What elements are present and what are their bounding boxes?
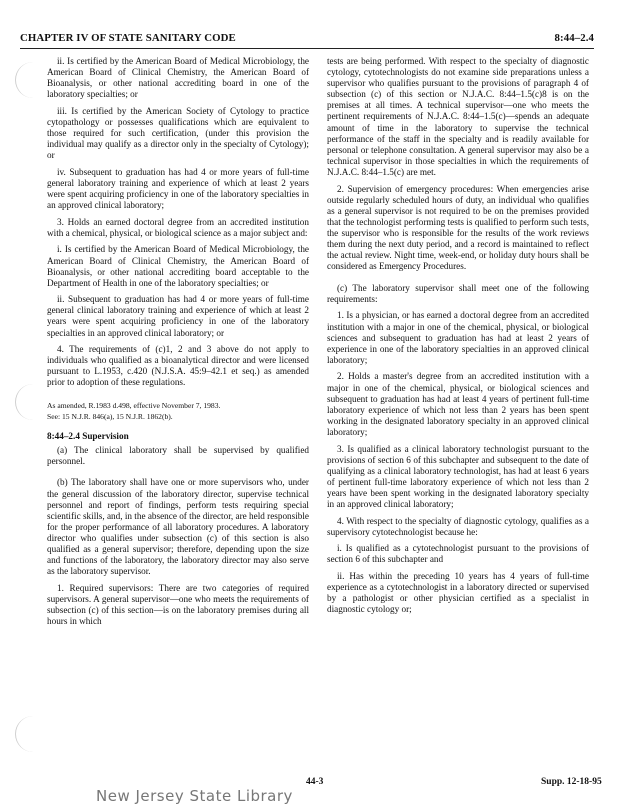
- paragraph: 2. Holds a master's degree from an accredited institution with a major in one of the chemical, physical, or biological sciences and subsequent to graduation has had at least 4 years of pertinent full-time laboratory experience of which not less than 2 years has been spent working in the designated laboratory specialty in an approved clinical laboratory;: [327, 371, 589, 437]
- paragraph: 1. Required supervisors: There are two categories of required supervisors. A general supervisor—one who meets the requirements of subsection (c) of this section—is on the laboratory premises during all hours in which: [47, 582, 309, 627]
- paragraph: iii. Is certified by the American Society of Cytology to practice cytopathology or possesses qualifications which are equivalent to those required for such certification, (under this provision the individual may qualify as a director only in the specialty of Cytology); or: [47, 105, 309, 161]
- section-number: 8:44–2.4: [554, 32, 594, 44]
- section-heading: 8:44–2.4 Supervision: [47, 430, 129, 441]
- binder-hole-mark: [15, 62, 36, 98]
- paragraph: (b) The laboratory shall have one or more supervisors who, under the general discussion of the laboratory director, supervise technical personnel and report of findings, perform tests requiring special scientific skills, and, in the absence of the director, are held responsible for the proper performance of all laboratory procedures. A laboratory director who qualifies under subsection (c) of this section is also qualified as a general supervisor; therefore, depending upon the size and functions of the laboratory, the laboratory director may also serve as the laboratory supervisor.: [47, 477, 309, 577]
- paragraph: i. Is certified by the American Board of Medical Microbiology, the American Board of Clinical Chemistry, the American Board of Bioanalysis, or other national accrediting board acceptable to the Department of Health in one of the laboratory specialties; or: [47, 244, 309, 288]
- paragraph: (a) The clinical laboratory shall be supervised by qualified personnel.: [47, 444, 309, 466]
- paragraph: 4. With respect to the specialty of diagnostic cytology, qualifies as a supervisory cytotechnologist because he:: [327, 515, 589, 537]
- paragraph: ii. Subsequent to graduation has had 4 or more years of full-time general clinical laboratory training and experience of which at least 2 years were spent acquiring proficiency in one of the laboratory specialties in an approved clinical laboratory; or: [47, 294, 309, 338]
- library-watermark: New Jersey State Library: [96, 787, 293, 805]
- supplement-date: Supp. 12-18-95: [541, 777, 602, 787]
- right-column: [327, 56, 589, 621]
- paragraph: (c) The laboratory supervisor shall meet one of the following requirements:: [327, 282, 589, 304]
- amendment-note: As amended, R.1983 d.498, effective November 7, 1983.: [47, 401, 221, 411]
- paragraph: 2. Supervision of emergency procedures: When emergencies arise outside regularly scheduled hours of duty, an individual who qualifies as a general supervisor is not required to be on the premises provided that the technologist performing tests is qualified to perform such tests, the supervisor who is responsible for the results of the work reviews them during the next duty period, and a record is maintained to reflect the actual review. Night time, week-end, or holiday duty hours shall be considered as Emergency Procedures.: [327, 183, 589, 272]
- paragraph: ii. Is certified by the American Board of Medical Microbiology, the American Board of Clinical Chemistry, the American Board of Bioanalysis, or other national accrediting board in one of the laboratory specialties; or: [47, 56, 309, 100]
- paragraph: 3. Is qualified as a clinical laboratory technologist pursuant to the provisions of section 6 of this subchapter and subsequent to the date of qualifying as a clinical laboratory technologist, has had at least 6 years of pertinent full-time laboratory experience of which not less than 2 years have been spent working in the designated laboratory specialty in an approved clinical laboratory;: [327, 443, 589, 509]
- binder-hole-mark: [15, 716, 36, 752]
- chapter-title: CHAPTER IV OF STATE SANITARY CODE: [20, 32, 236, 44]
- paragraph: tests are being performed. With respect to the specialty of diagnostic cytology, cytotechnologists do not examine side preparations unless a supervisor who qualifies pursuant to the provisions of paragraph 4 of subsection (c) of this section or N.J.A.C. 8:44–1.5(c)8 is on the premises at all times. A technical supervisor—one who meets the pertinent requirements of N.J.A.C. 8:44–1.5(c)—spends an adequate amount of time in the laboratory to supervise the technical performance of the staff in the specialty and is readily available for personal or telephone consultation. A general supervisor may also be a technical supervisor in those specialties in which the requirements of N.J.A.C. 8:44–1.5(c) are met.: [327, 56, 589, 177]
- page-number: 44-3: [306, 777, 324, 787]
- paragraph: 3. Holds an earned doctoral degree from an accredited institution with a chemical, physical, or biological science as a major subject and:: [47, 216, 309, 238]
- binder-hole-mark: [15, 384, 36, 420]
- paragraph: 4. The requirements of (c)1, 2 and 3 above do not apply to individuals who qualified as a bioanalytical director and were licensed pursuant to L.1953, c.420 (N.J.S.A. 45:9–42.1 et seq.) as amended prior to adoption of these regulations.: [47, 344, 309, 388]
- citation-note: See: 15 N.J.R. 846(a), 15 N.J.R. 1862(b).: [47, 412, 173, 422]
- paragraph: iv. Subsequent to graduation has had 4 or more years of full-time general laboratory training and experience of which at least 2 years were spent acquiring proficiency in one of the laboratory specialties in an approved clinical laboratory;: [47, 166, 309, 211]
- header-rule: [20, 48, 594, 49]
- paragraph: i. Is qualified as a cytotechnologist pursuant to the provisions of section 6 of this subchapter and: [327, 543, 589, 565]
- paragraph: 1. Is a physician, or has earned a doctoral degree from an accredited institution with a major in one of the chemical, physical, or biological sciences and subsequent to graduation has had at least 2 years of experience in one of the laboratory specialties in an approved clinical laboratory;: [327, 310, 589, 365]
- running-header: [20, 32, 594, 48]
- left-column: [47, 56, 309, 633]
- paragraph: ii. Has within the preceding 10 years has 4 years of full-time experience as a cytotechnologist in a laboratory directed or supervised by a pathologist or other physician certified as a specialist in diagnostic cytology or;: [327, 570, 589, 615]
